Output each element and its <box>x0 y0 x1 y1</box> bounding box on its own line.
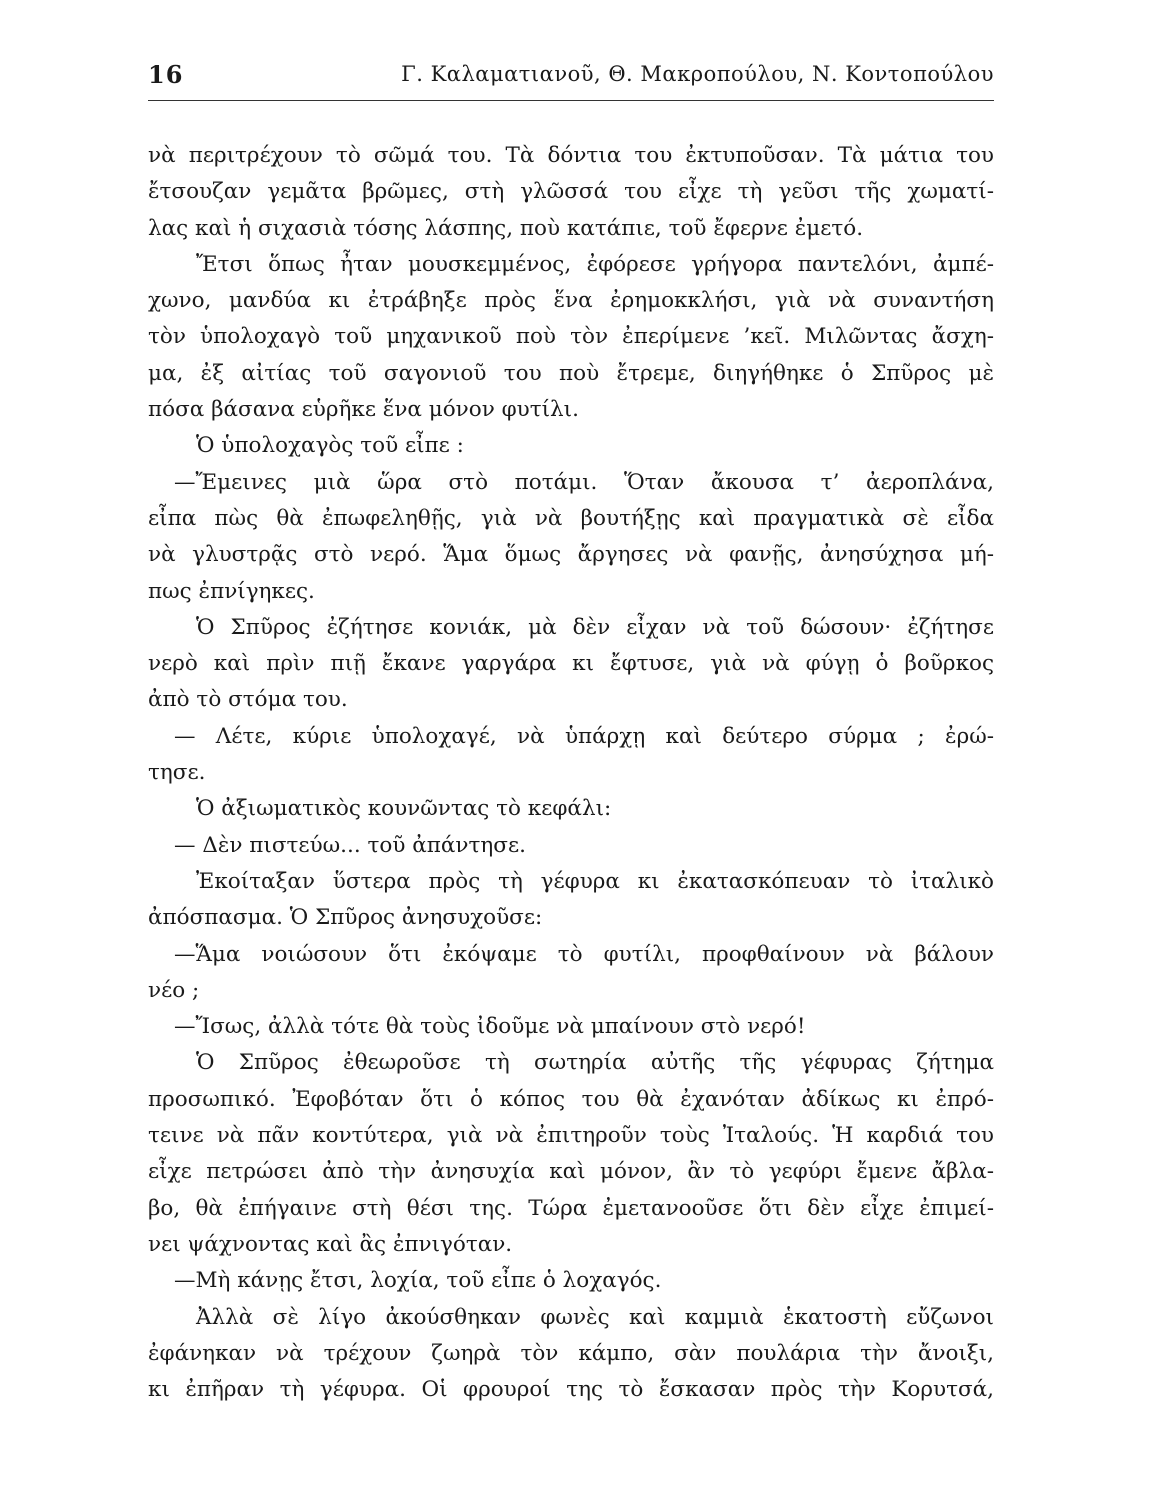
text-line: βο, θὰ ἐπήγαινε στὴ θέσι της. Τώρα ἐμετανοοῦσε ὅτι δὲν εἶχε ἐπιμεί- <box>148 1195 994 1221</box>
text-line: ἔτσουζαν γεμᾶτα βρῶμες, στὴ γλῶσσά του εἶχε τὴ γεῦσι τῆς χωματί- <box>148 179 994 205</box>
text-line: χωνο, μανδύα κι ἐτράβηξε πρὸς ἕνα ἐρημοκκλήσι, γιὰ νὰ συναντήση <box>148 288 994 314</box>
text-line: νὰ περιτρέχουν τὸ σῶμά του. Τὰ δόντια του ἐκτυποῦσαν. Τὰ μάτια του <box>148 143 994 168</box>
page-header <box>148 60 994 101</box>
text-line: κι ἐπῆραν τὴ γέφυρα. Οἱ φρουροί της τὸ ἔσκασαν πρὸς τὴν Κορυτσά, <box>148 1377 994 1403</box>
text-line: τὸν ὑπολοχαγὸ τοῦ μηχανικοῦ ποὺ τὸν ἐπερίμενε ’κεῖ. Μιλῶντας ἄσχη- <box>148 324 994 350</box>
text-line: προσωπικό. Ἐφοβόταν ὅτι ὁ κόπος του θὰ ἐχανόταν ἀδίκως κι ἐπρό- <box>148 1086 994 1112</box>
text-line: Ὁ ἀξιωματικὸς κουνῶντας τὸ κεφάλι: <box>196 796 612 822</box>
text-line: νὰ γλυστρᾷς στὸ νερό. Ἅμα ὅμως ἄργησες νὰ φανῇς, ἀνησύχησα μή- <box>148 542 994 568</box>
page-number: 16 <box>148 60 184 89</box>
text-line: ἀπὸ τὸ στόμα του. <box>148 687 348 713</box>
text-line: τησε. <box>148 760 206 786</box>
text-line: —Μὴ κάνῃς ἔτσι, λοχία, τοῦ εἶπε ὁ λοχαγός. <box>174 1268 662 1294</box>
text-line: νέο ; <box>148 977 200 1003</box>
text-line: Ὁ Σπῦρος ἐζήτησε κονιάκ, μὰ δὲν εἶχαν νὰ τοῦ δώσουν· ἐζήτησε <box>196 614 994 640</box>
text-line: μα, ἐξ αἰτίας τοῦ σαγονιοῦ του ποὺ ἔτρεμε, διηγήθηκε ὁ Σπῦρος μὲ <box>148 360 994 386</box>
text-line: λας καὶ ἡ σιχασιὰ τόσης λάσπης, ποὺ κατάπιε, τοῦ ἔφερνε ἐμετό. <box>148 215 864 241</box>
body-text <box>148 138 994 1408</box>
text-line: εἶπα πὼς θὰ ἐπωφεληθῇς, γιὰ νὰ βουτήξῃς καὶ πραγματικὰ σὲ εἶδα <box>148 505 994 531</box>
text-line: ἀπόσπασμα. Ὁ Σπῦρος ἀνησυχοῦσε: <box>148 905 543 931</box>
text-line: πόσα βάσανα εὑρῆκε ἕνα μόνον φυτίλι. <box>148 397 579 423</box>
text-line: — Δὲν πιστεύω... τοῦ ἀπάντησε. <box>174 832 526 858</box>
text-line: —Ἅμα νοιώσουν ὅτι ἐκόψαμε τὸ φυτίλι, προφθαίνουν νὰ βάλουν <box>174 941 994 967</box>
running-head-authors: Γ. Καλαματιανοῦ, Θ. Μακροπούλου, Ν. Κοντοπούλου <box>401 62 994 86</box>
text-line: —Ἴσως, ἀλλὰ τότε θὰ τοὺς ἰδοῦμε νὰ μπαίνουν στὸ νερό! <box>174 1014 806 1040</box>
text-line: ἐφάνηκαν νὰ τρέχουν ζωηρὰ τὸν κάμπο, σὰν πουλάρια τὴν ἄνοιξι, <box>148 1340 994 1366</box>
text-line: τεινε νὰ πᾶν κοντύτερα, γιὰ νὰ ἐπιτηροῦν τοὺς Ἰταλούς. Ἡ καρδιά του <box>148 1123 994 1149</box>
text-line: Ἔτσι ὅπως ἦταν μουσκεμμένος, ἐφόρεσε γρήγορα παντελόνι, ἀμπέ- <box>196 251 994 277</box>
text-line: — Λέτε, κύριε ὑπολοχαγέ, νὰ ὑπάρχῃ καὶ δεύτερο σύρμα ; ἐρώ- <box>174 723 994 749</box>
text-line: πως ἐπνίγηκες. <box>148 578 315 604</box>
text-line: Ἐκοίταξαν ὕστερα πρὸς τὴ γέφυρα κι ἐκατασκόπευαν τὸ ἰταλικὸ <box>196 868 994 894</box>
text-line: εἶχε πετρώσει ἀπὸ τὴν ἀνησυχία καὶ μόνον, ἂν τὸ γεφύρι ἔμενε ἄβλα- <box>148 1159 994 1185</box>
text-line: Ἀλλὰ σὲ λίγο ἀκούσθηκαν φωνὲς καὶ καμμιὰ ἑκατοστὴ εὔζωνοι <box>196 1304 994 1330</box>
text-line: —Ἔμεινες μιὰ ὥρα στὸ ποτάμι. Ὅταν ἄκουσα τ’ ἀεροπλάνα, <box>174 469 994 495</box>
text-line: νει ψάχνοντας καὶ ἂς ἐπνιγόταν. <box>148 1231 513 1257</box>
text-line: Ὁ ὑπολοχαγὸς τοῦ εἶπε : <box>196 433 464 459</box>
text-line: Ὁ Σπῦρος ἐθεωροῦσε τὴ σωτηρία αὐτῆς τῆς γέφυρας ζήτημα <box>196 1050 994 1076</box>
text-line: νερὸ καὶ πρὶν πιῇ ἔκανε γαργάρα κι ἔφτυσε, γιὰ νὰ φύγῃ ὁ βοῦρκος <box>148 651 994 677</box>
